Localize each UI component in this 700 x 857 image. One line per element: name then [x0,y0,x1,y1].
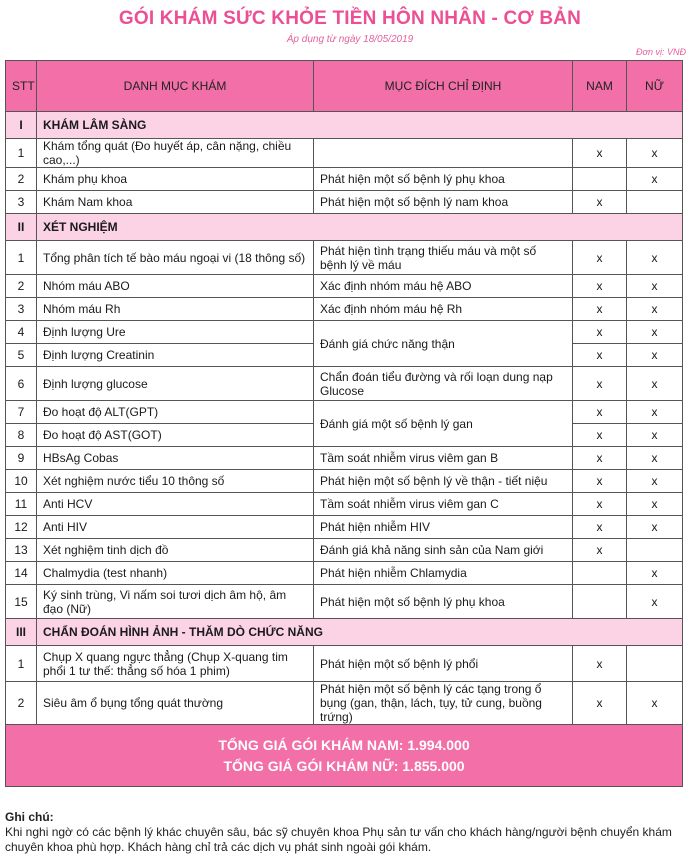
row-female-mark: x [627,275,683,298]
totals-row [6,725,683,787]
row-female-mark: x [627,168,683,191]
row-purpose: Tầm soát nhiễm virus viêm gan B [314,447,573,470]
row-stt: 15 [6,585,37,619]
row-male-mark: x [573,401,627,424]
col-header-item: DANH MỤC KHÁM [37,61,314,112]
row-purpose: Phát hiện một số bệnh lý phụ khoa [314,168,573,191]
table-row [6,539,683,562]
row-item: Đo hoạt độ AST(GOT) [37,424,314,447]
row-purpose: Đánh giá chức năng thận [314,321,573,367]
row-female-mark: x [627,139,683,168]
row-purpose: Xác định nhóm máu hệ Rh [314,298,573,321]
row-item: Khám phụ khoa [37,168,314,191]
row-female-mark: x [627,516,683,539]
row-male-mark: x [573,139,627,168]
row-stt: 3 [6,191,37,214]
row-female-mark: x [627,447,683,470]
row-male-mark [573,585,627,619]
row-female-mark: x [627,344,683,367]
row-stt: 2 [6,682,37,725]
section-title: KHÁM LÂM SÀNG [37,112,683,139]
row-stt: 2 [6,168,37,191]
row-stt: 10 [6,470,37,493]
table-row [6,493,683,516]
row-stt: 12 [6,516,37,539]
row-male-mark: x [573,493,627,516]
row-purpose: Phát hiện một số bệnh lý các tạng trong ổ bụng (gan, thận, lách, tụy, tử cung, buồng trứng) [314,682,573,725]
totals-cell [6,725,683,787]
col-header-stt: STT [6,61,37,112]
effective-date: Áp dụng từ ngày 18/05/2019 [286,34,414,45]
row-female-mark: x [627,241,683,275]
table-row [6,168,683,191]
row-stt: 2 [6,275,37,298]
section-row [6,619,683,646]
table-row [6,585,683,619]
row-item: Chalmydia (test nhanh) [37,562,314,585]
total-male-price: TỔNG GIÁ GÓI KHÁM NAM: 1.994.000 [218,736,470,753]
row-item: Nhóm máu ABO [37,275,314,298]
row-female-mark: x [627,682,683,725]
notes-label: Ghi chú: [5,810,54,824]
row-male-mark [573,168,627,191]
row-item: Nhóm máu Rh [37,298,314,321]
row-male-mark: x [573,191,627,214]
row-item: Chụp X quang ngực thẳng (Chụp X-quang tim phổi 1 tư thế: thẳng số hóa 1 phim) [37,646,314,682]
table-row [6,191,683,214]
row-purpose: Phát hiện một số bệnh lý phổi [314,646,573,682]
row-item: Siêu âm ổ bụng tổng quát thường [37,682,314,725]
row-female-mark: x [627,585,683,619]
exam-package-table [5,60,683,787]
table-row [6,447,683,470]
row-purpose: Phát hiện một số bệnh lý nam khoa [314,191,573,214]
col-header-female: NỮ [627,61,683,112]
row-item: Xét nghiệm nước tiểu 10 thông số [37,470,314,493]
row-female-mark [627,191,683,214]
row-male-mark: x [573,344,627,367]
row-female-mark: x [627,562,683,585]
row-male-mark: x [573,516,627,539]
row-item: Ký sinh trùng, Vi nấm soi tươi dịch âm hộ, âm đạo (Nữ) [37,585,314,619]
row-female-mark [627,646,683,682]
row-item: Định lượng glucose [37,367,314,401]
row-item: Đo hoạt độ ALT(GPT) [37,401,314,424]
row-female-mark: x [627,321,683,344]
section-row [6,112,683,139]
row-female-mark: x [627,470,683,493]
row-male-mark: x [573,470,627,493]
row-male-mark: x [573,298,627,321]
table-row [6,298,683,321]
row-item: Xét nghiệm tinh dịch đồ [37,539,314,562]
row-item: Khám Nam khoa [37,191,314,214]
table-row [6,401,683,424]
row-female-mark: x [627,493,683,516]
notes-section [5,810,695,855]
section-number: III [6,619,37,646]
row-purpose: Đánh giá một số bệnh lý gan [314,401,573,447]
row-purpose: Chẩn đoán tiểu đường và rối loạn dung nạp Glucose [314,367,573,401]
row-item: HBsAg Cobas [37,447,314,470]
row-item: Khám tổng quát (Đo huyết áp, cân nặng, chiều cao,...) [37,139,314,168]
row-female-mark: x [627,424,683,447]
row-stt: 4 [6,321,37,344]
row-male-mark: x [573,275,627,298]
total-female-price: TỔNG GIÁ GÓI KHÁM NỮ: 1.855.000 [223,757,465,774]
row-male-mark: x [573,646,627,682]
row-stt: 9 [6,447,37,470]
row-stt: 3 [6,298,37,321]
section-number: II [6,214,37,241]
row-purpose: Đánh giá khả năng sinh sản của Nam giới [314,539,573,562]
row-male-mark: x [573,447,627,470]
row-purpose: Xác định nhóm máu hệ ABO [314,275,573,298]
row-female-mark: x [627,367,683,401]
row-item: Định lượng Ure [37,321,314,344]
row-male-mark [573,562,627,585]
row-male-mark: x [573,539,627,562]
row-stt: 1 [6,646,37,682]
table-row [6,682,683,725]
row-stt: 13 [6,539,37,562]
row-male-mark: x [573,367,627,401]
section-title: CHẨN ĐOÁN HÌNH ẢNH - THĂM DÒ CHỨC NĂNG [37,619,683,646]
table-row [6,275,683,298]
row-female-mark: x [627,401,683,424]
col-header-male: NAM [573,61,627,112]
table-header-row [6,61,683,112]
row-stt: 1 [6,139,37,168]
table-row [6,646,683,682]
section-title: XÉT NGHIỆM [37,214,683,241]
row-female-mark [627,539,683,562]
row-purpose: Phát hiện nhiễm HIV [314,516,573,539]
table-row [6,470,683,493]
table-row [6,516,683,539]
row-male-mark: x [573,682,627,725]
row-purpose: Phát hiện một số bệnh lý phụ khoa [314,585,573,619]
row-stt: 14 [6,562,37,585]
row-male-mark: x [573,321,627,344]
row-purpose [314,139,573,168]
table-row [6,321,683,344]
table-row [6,562,683,585]
row-stt: 11 [6,493,37,516]
section-number: I [6,112,37,139]
row-item: Tổng phân tích tế bào máu ngoại vi (18 thông số) [37,241,314,275]
row-purpose: Phát hiện một số bệnh lý về thận - tiết niệu [314,470,573,493]
notes-text: Khi nghi ngờ có các bệnh lý khác chuyên sâu, bác sỹ chuyên khoa Phụ sản tư vấn cho khách hàng/người bệnh chuyển khám chuyên khoa phù hợp. Khách hàng chỉ trả các dịch vụ phát sinh ngoài gói khám. [5,825,672,854]
table-row [6,367,683,401]
row-stt: 8 [6,424,37,447]
row-stt: 7 [6,401,37,424]
row-purpose: Tầm soát nhiễm virus viêm gan C [314,493,573,516]
row-purpose: Phát hiện nhiễm Chlamydia [314,562,573,585]
row-item: Anti HIV [37,516,314,539]
currency-unit: Đơn vị: VNĐ [636,47,686,57]
row-item: Định lượng Creatinin [37,344,314,367]
row-purpose: Phát hiện tình trạng thiếu máu và một số bệnh lý về máu [314,241,573,275]
page-title: GÓI KHÁM SỨC KHỎE TIỀN HÔN NHÂN - CƠ BẢN [118,8,582,29]
row-male-mark: x [573,241,627,275]
row-stt: 6 [6,367,37,401]
row-male-mark: x [573,424,627,447]
col-header-purpose: MỤC ĐÍCH CHỈ ĐỊNH [314,61,573,112]
section-row [6,214,683,241]
row-stt: 5 [6,344,37,367]
row-stt: 1 [6,241,37,275]
table-row [6,241,683,275]
row-item: Anti HCV [37,493,314,516]
row-female-mark: x [627,298,683,321]
table-row [6,139,683,168]
